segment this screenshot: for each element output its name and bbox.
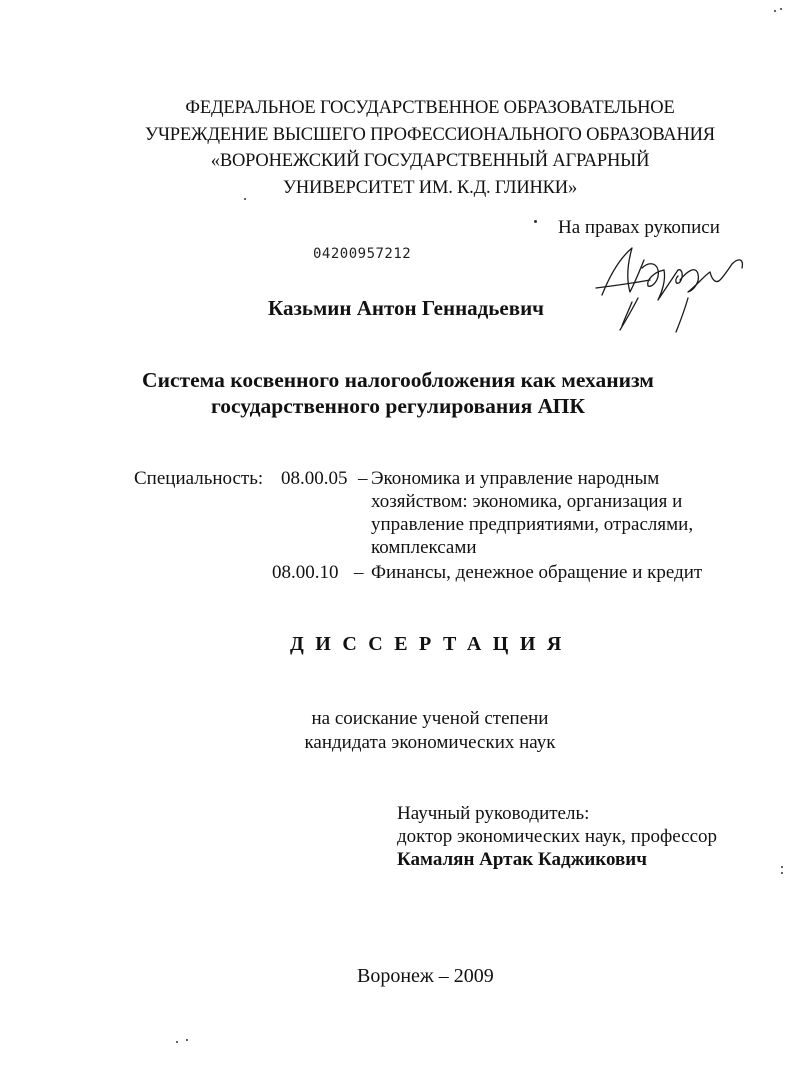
institution-header xyxy=(100,95,760,201)
specialty-code-1: 08.00.05 xyxy=(281,468,348,489)
scan-speck xyxy=(186,1039,188,1041)
title-line: государственного регулирования АПК xyxy=(211,394,585,418)
scan-speck xyxy=(781,872,783,874)
author-name: Казьмин Антон Геннадьевич xyxy=(268,296,545,320)
advisor-credentials: доктор экономических наук, профессор xyxy=(397,826,718,847)
specialty-dash-1: – xyxy=(358,468,368,489)
institution-line: «ВОРОНЕЖСКИЙ ГОСУДАРСТВЕННЫЙ АГРАРНЫЙ xyxy=(210,151,650,171)
institution-line: УНИВЕРСИТЕТ ИМ. К.Д. ГЛИНКИ» xyxy=(282,177,577,198)
specialty-desc-2: Финансы, денежное обращение и кредит xyxy=(371,562,703,583)
degree-block xyxy=(180,707,680,755)
specialty-code-2: 08.00.10 xyxy=(272,562,339,583)
scan-speck xyxy=(780,8,782,10)
city-year: Воронеж – 2009 xyxy=(357,965,494,987)
author-signature xyxy=(592,240,752,335)
scan-speck xyxy=(176,1041,178,1043)
scan-speck xyxy=(534,220,537,223)
degree-line: на соискание ученой степени xyxy=(311,708,549,729)
degree-line: кандидата экономических наук xyxy=(304,732,556,753)
title-line: Система косвенного налогообложения как механизм xyxy=(142,368,654,392)
specialty-desc-1-line: комплексами xyxy=(371,537,477,558)
advisor-role: Научный руководитель: xyxy=(397,803,590,824)
specialty-dash-2: – xyxy=(354,562,364,583)
document-type: ДИССЕРТАЦИЯ xyxy=(290,633,573,655)
specialty-desc-1-line: Экономика и управление народным xyxy=(371,468,660,489)
scan-speck xyxy=(774,10,776,12)
dissertation-title xyxy=(100,367,696,419)
scan-speck xyxy=(781,866,783,868)
specialty-desc-1-line: хозяйством: экономика, организация и xyxy=(371,491,683,512)
institution-line: ФЕДЕРАЛЬНОЕ ГОСУДАРСТВЕННОЕ ОБРАЗОВАТЕЛЬНОЕ xyxy=(185,98,675,118)
institution-line: УЧРЕЖДЕНИЕ ВЫСШЕГО ПРОФЕССИОНАЛЬНОГО ОБРАЗОВАНИЯ xyxy=(145,124,715,145)
serial-number: 04200957212 xyxy=(313,246,412,262)
specialty-desc-1-line: управление предприятиями, отраслями, xyxy=(371,514,694,535)
specialty-label: Специальность: xyxy=(134,468,264,489)
manuscript-rights-note: На правах рукописи xyxy=(558,217,720,238)
scan-speck xyxy=(244,198,246,200)
advisor-name: Камалян Артак Каджикович xyxy=(397,849,647,870)
